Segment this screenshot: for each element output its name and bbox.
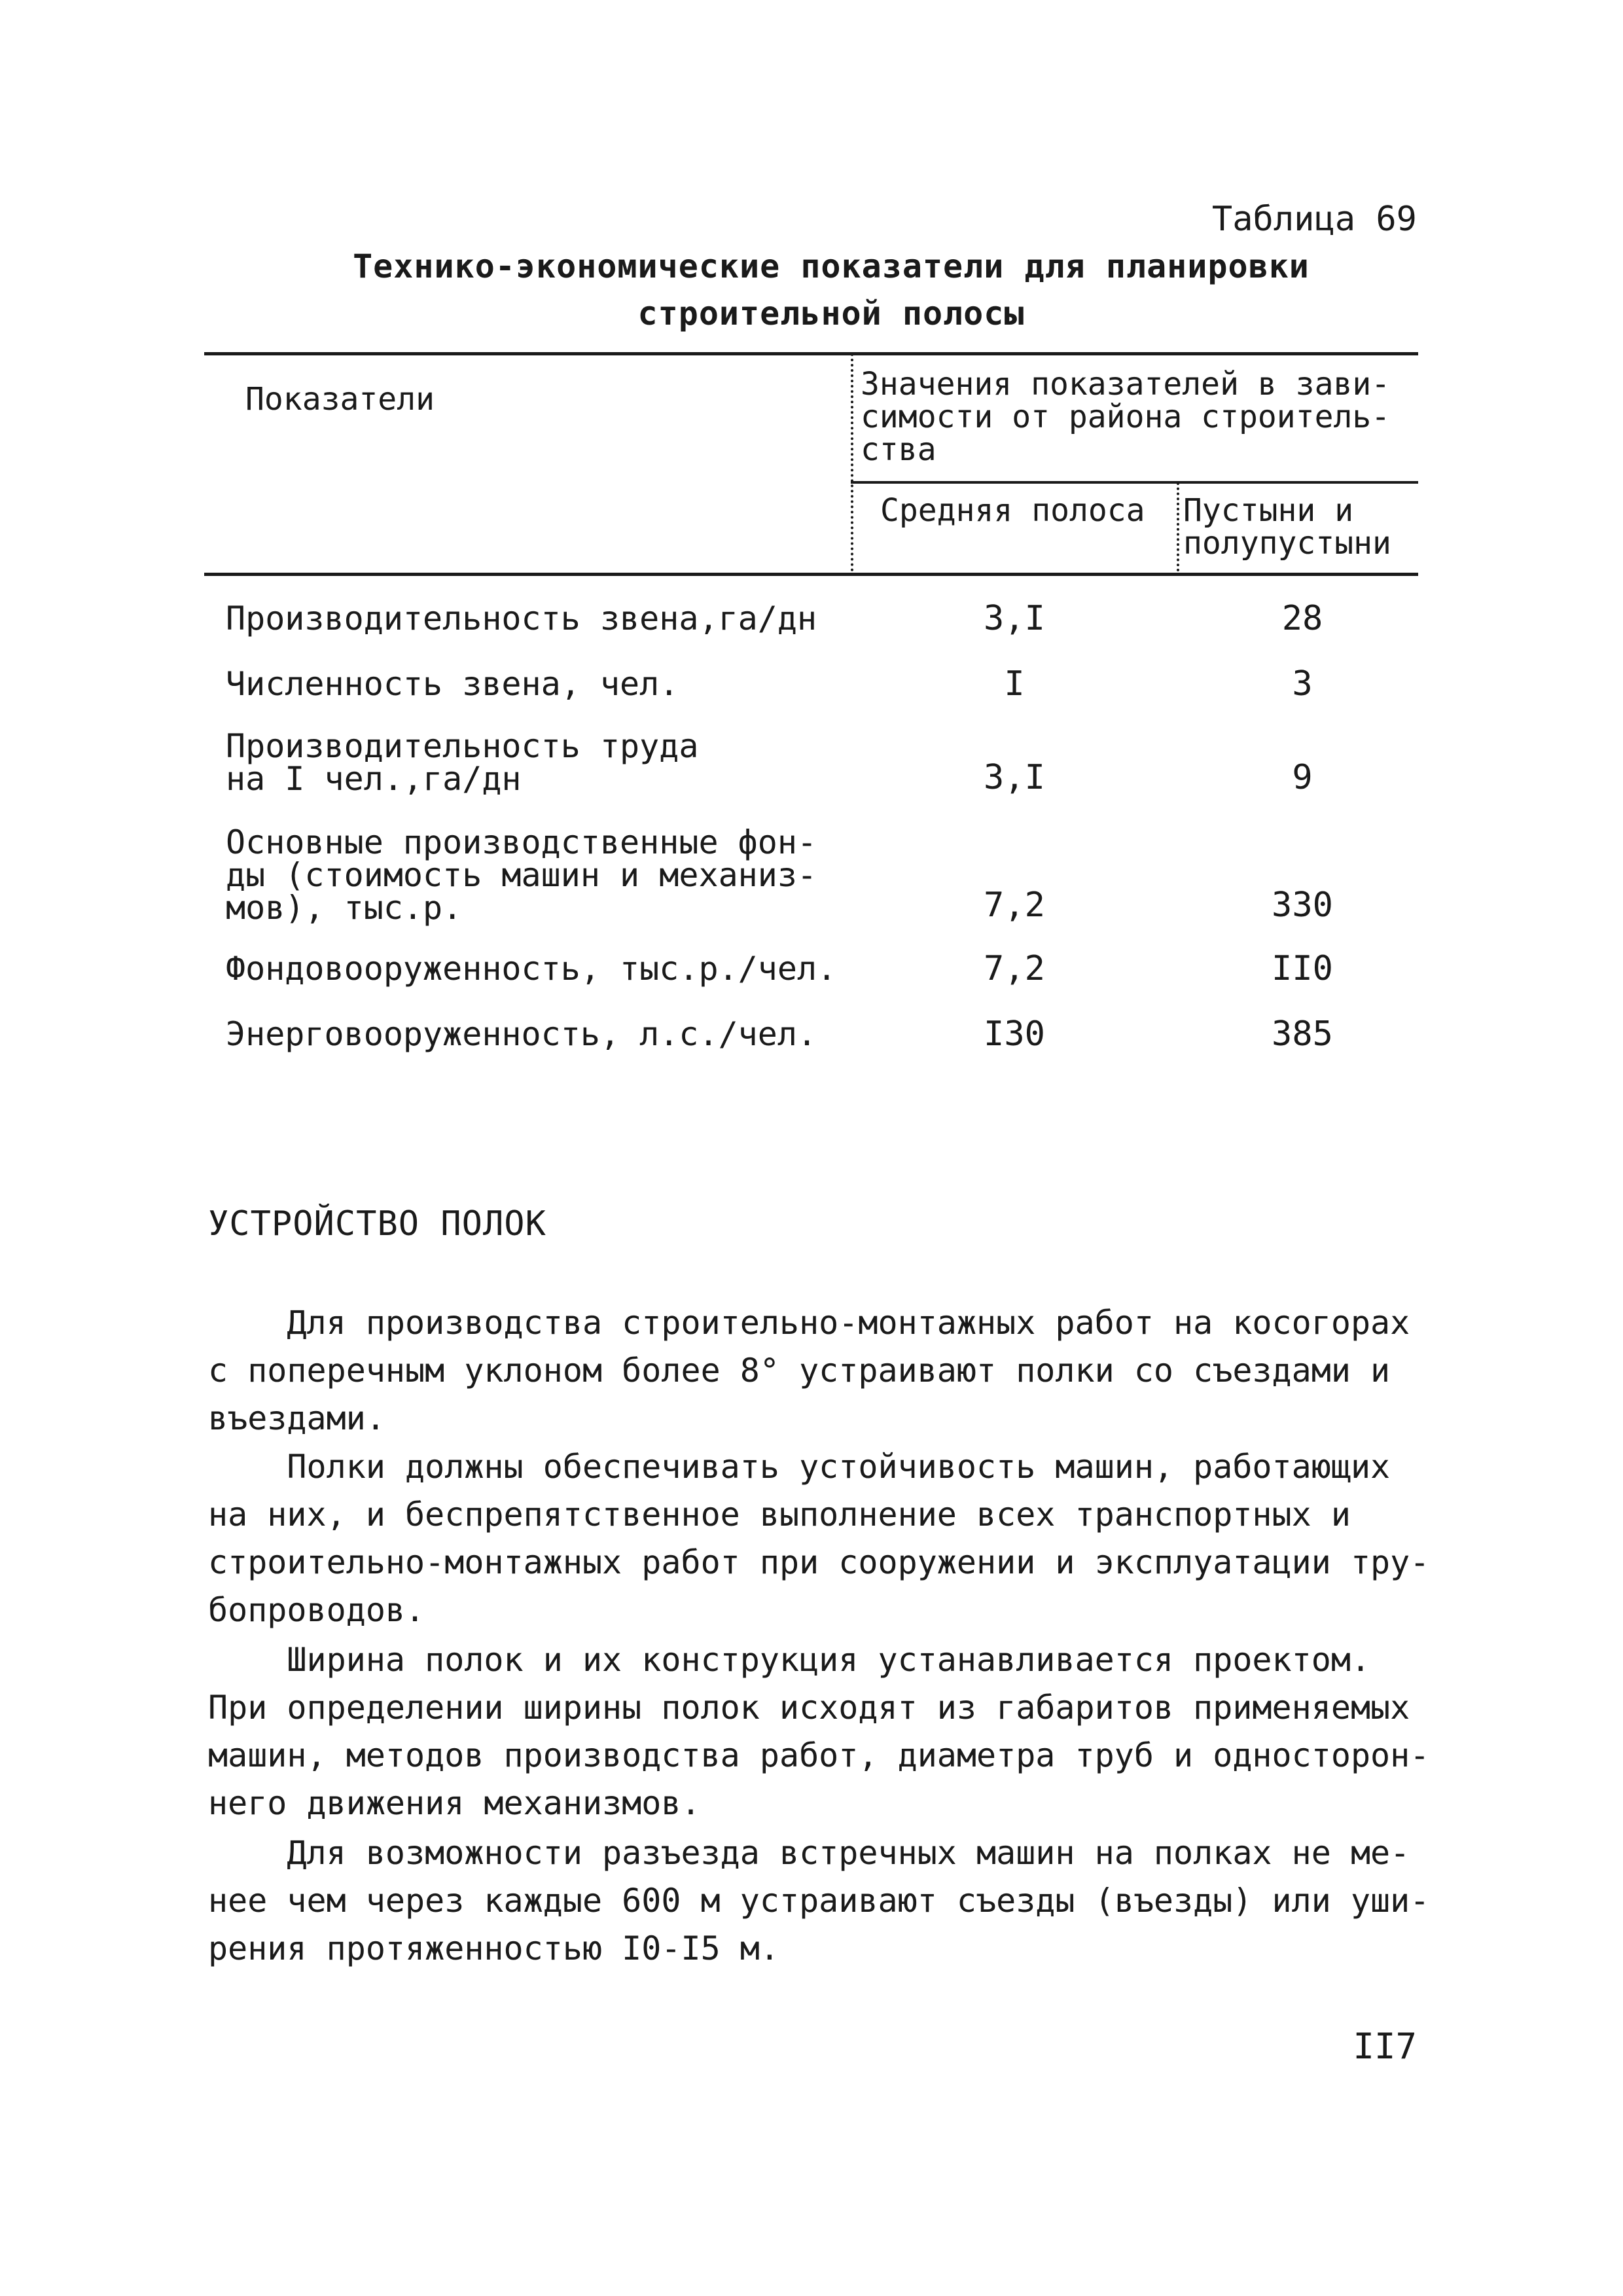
table-header-bottom-rule — [204, 573, 1418, 576]
table-caption-line-1: Технико-экономические показатели для планировки — [353, 247, 1310, 285]
table-subheader-rule — [851, 481, 1418, 484]
table-top-rule — [204, 352, 1418, 355]
table-cell-desert: 330 — [1272, 886, 1333, 925]
table-cell-desert: 28 — [1281, 599, 1323, 638]
header-group-line-1: Значения показателей в зави- — [861, 366, 1391, 403]
table-row-label: Производительность звена,га/дн — [226, 600, 817, 637]
table-row-label: Численность звена, чел. — [226, 665, 679, 703]
table-cell-middle: 7,2 — [984, 886, 1045, 925]
page-number: II7 — [1353, 2026, 1417, 2067]
section-heading: УСТРОЙСТВО ПОЛОК — [208, 1204, 546, 1244]
table-cell-desert: 9 — [1292, 758, 1313, 797]
header-middle-zone: Средняя полоса — [880, 492, 1145, 529]
table-subcolumn-divider — [1177, 482, 1179, 571]
table-cell-middle: 7,2 — [984, 949, 1045, 988]
table-number: Таблица 69 — [1211, 200, 1417, 239]
table-row-label: Основные производственные фон- ды (стоимость машин и механиз- мов), тыс.р. — [226, 823, 817, 927]
header-indicators: Показатели — [245, 381, 435, 418]
header-group-line-2: симости от района строитель- — [861, 399, 1391, 435]
table-caption-line-2: строительной полосы — [637, 295, 1025, 332]
table-cell-middle: I — [1004, 664, 1025, 704]
table-cell-desert: 385 — [1272, 1014, 1333, 1054]
table-column-divider — [851, 353, 853, 571]
table-cell-middle: 3,I — [984, 599, 1045, 638]
header-group-line-3: ства — [861, 431, 936, 468]
table-row-label: Фондовооруженность, тыс.р./чел. — [226, 950, 837, 988]
paragraph: Для производства строительно-монтажных работ на косогорах с поперечным уклоном более 8° устраивают полки со съездами и въездами. — [208, 1304, 1410, 1437]
table-cell-middle: 3,I — [984, 758, 1045, 797]
table-cell-desert: II0 — [1272, 949, 1333, 988]
table-row-label: Производительность труда на I чел.,га/дн — [226, 727, 699, 798]
table-row-label: Энерговооруженность, л.с./чел. — [226, 1015, 817, 1053]
paragraph: Для возможности разъезда встречных машин на полках не ме- нее чем через каждые 600 м устраивают съезды (въезды) или уши- рения протяженностью I0-I5 м. — [208, 1834, 1430, 1967]
paragraph: Полки должны обеспечивать устойчивость машин, работающих на них, и беспрепятственное выполнение всех транспортных и строительно-монтажных работ при сооружении и эксплуатации тру- бопроводов. — [208, 1448, 1430, 1629]
header-desert-line-2: полупустыни — [1183, 525, 1391, 562]
header-desert-line-1: Пустыни и — [1183, 492, 1354, 529]
table-cell-desert: 3 — [1292, 664, 1313, 704]
table-cell-middle: I30 — [984, 1014, 1045, 1054]
paragraph: Ширина полок и их конструкция устанавливается проектом. При определении ширины полок исходят из габаритов применяемых машин, методов производства работ, диаметра труб и односторон- него движения механизмов. — [208, 1641, 1430, 1822]
